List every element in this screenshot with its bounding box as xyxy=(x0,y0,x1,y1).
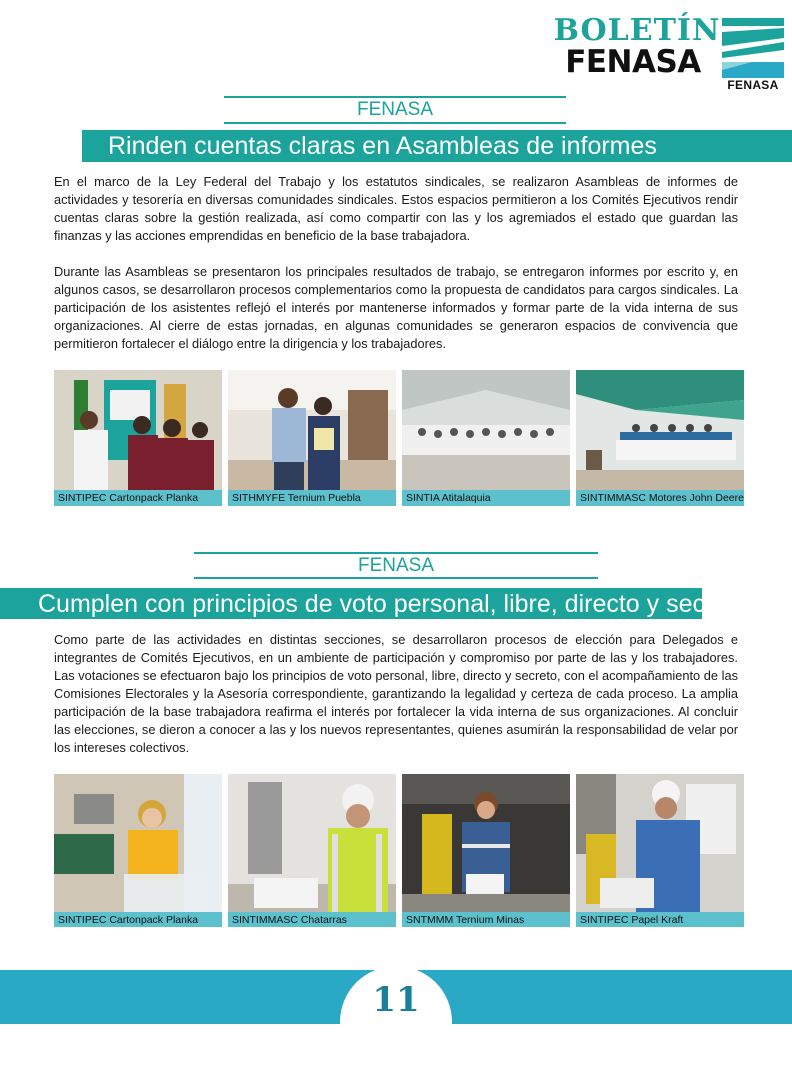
section1-paragraph: En el marco de la Ley Federal del Trabajo y los estatutos sindicales, se realizaron Asambleas de informes de actividades y tesorería en diversas comunidades sindicales. Estos espacios permitieron a los Comités Ejecutivos rendir cuentas claras sobre la gestión realizada, así como compartir con las y los agremiados el estado que guardan las finanzas y las acciones emprendidas en beneficio de la base trabajadora. xyxy=(54,174,738,243)
section2-label-line-bottom xyxy=(194,577,598,579)
section1-label: FENASA xyxy=(356,99,434,120)
photo-assembly-3 xyxy=(402,370,570,490)
section2-label-line-top xyxy=(194,552,598,554)
fenasa-logo-caption: FENASA xyxy=(727,78,779,92)
newsletter-logo-subtitle: FENASA xyxy=(565,44,701,80)
section1-title-text: Rinden cuentas claras en Asambleas de informes xyxy=(108,132,657,160)
section1-label-line-top xyxy=(224,96,566,98)
section2-title-text: Cumplen con principios de voto personal, libre, directo y secreto xyxy=(38,590,749,618)
photo-caption: SINTIMMASC Chatarras xyxy=(228,912,396,927)
newsletter-logo-title: BOLETÍN xyxy=(553,13,721,48)
fenasa-logo-icon xyxy=(722,16,784,78)
photo-caption: SINTIPEC Cartonpack Planka xyxy=(54,912,222,927)
photo-caption: SNTMMM Ternium Minas xyxy=(402,912,570,927)
section2-body xyxy=(54,631,738,757)
section1-label-line-bottom xyxy=(224,122,566,124)
section2-paragraph: Como parte de las actividades en distintas secciones, se desarrollaron procesos de elección para Delegados e integrantes de Comités Ejecutivos, en un ambiente de participación y compromiso por parte de las y los trabajadores. Las votaciones se efectuaron bajo los principios de voto personal, libre, directo y secreto, con el acompañamiento de las Comisiones Electorales y la Asesoría correspondiente, garantizando la legalidad y certeza de cada proceso. La amplia participación de la base trabajadora reafirma el interés por fortalecer la vida interna de sus organizaciones. Al concluir las elecciones, se dieron a conocer a las y los nuevos representantes, quienes asumirán la responsabilidad de velar por los intereses colectivos. xyxy=(54,632,738,755)
photo-caption: SITHMYFE Ternium Puebla xyxy=(228,490,396,506)
photo-caption: SINTIPEC Papel Kraft xyxy=(576,912,744,927)
photo-election-2 xyxy=(228,774,396,912)
photo-election-3 xyxy=(402,774,570,912)
section1-body xyxy=(54,173,738,353)
photo-caption: SINTIPEC Cartonpack Planka xyxy=(54,490,222,506)
section2-label: FENASA xyxy=(357,555,435,576)
section1-title xyxy=(82,130,792,162)
photo-assembly-1 xyxy=(54,370,222,490)
photo-assembly-4 xyxy=(576,370,744,490)
section2-title xyxy=(0,588,749,619)
photo-election-4 xyxy=(576,774,744,912)
photo-election-1 xyxy=(54,774,222,912)
photo-caption: SINTIMMASC Motores John Deere xyxy=(576,490,744,506)
section1-paragraph: Durante las Asambleas se presentaron los principales resultados de trabajo, se entregaron informes por escrito y, en algunos casos, se desarrollaron procesos complementarios como la propuesta de candidatos para cargos sindicales. La participación de los asistentes reflejó el interés por mantenerse informados y formar parte de la vida interna de sus organizaciones. Al cierre de estas jornadas, en algunas comunidades se generaron espacios de convivencia que permitieron fortalecer el diálogo entre la dirigencia y los trabajadores. xyxy=(54,264,738,351)
photo-assembly-2 xyxy=(228,370,396,490)
photo-caption: SINTIA Atitalaquia xyxy=(402,490,570,506)
page-number: 11 xyxy=(372,980,420,1020)
